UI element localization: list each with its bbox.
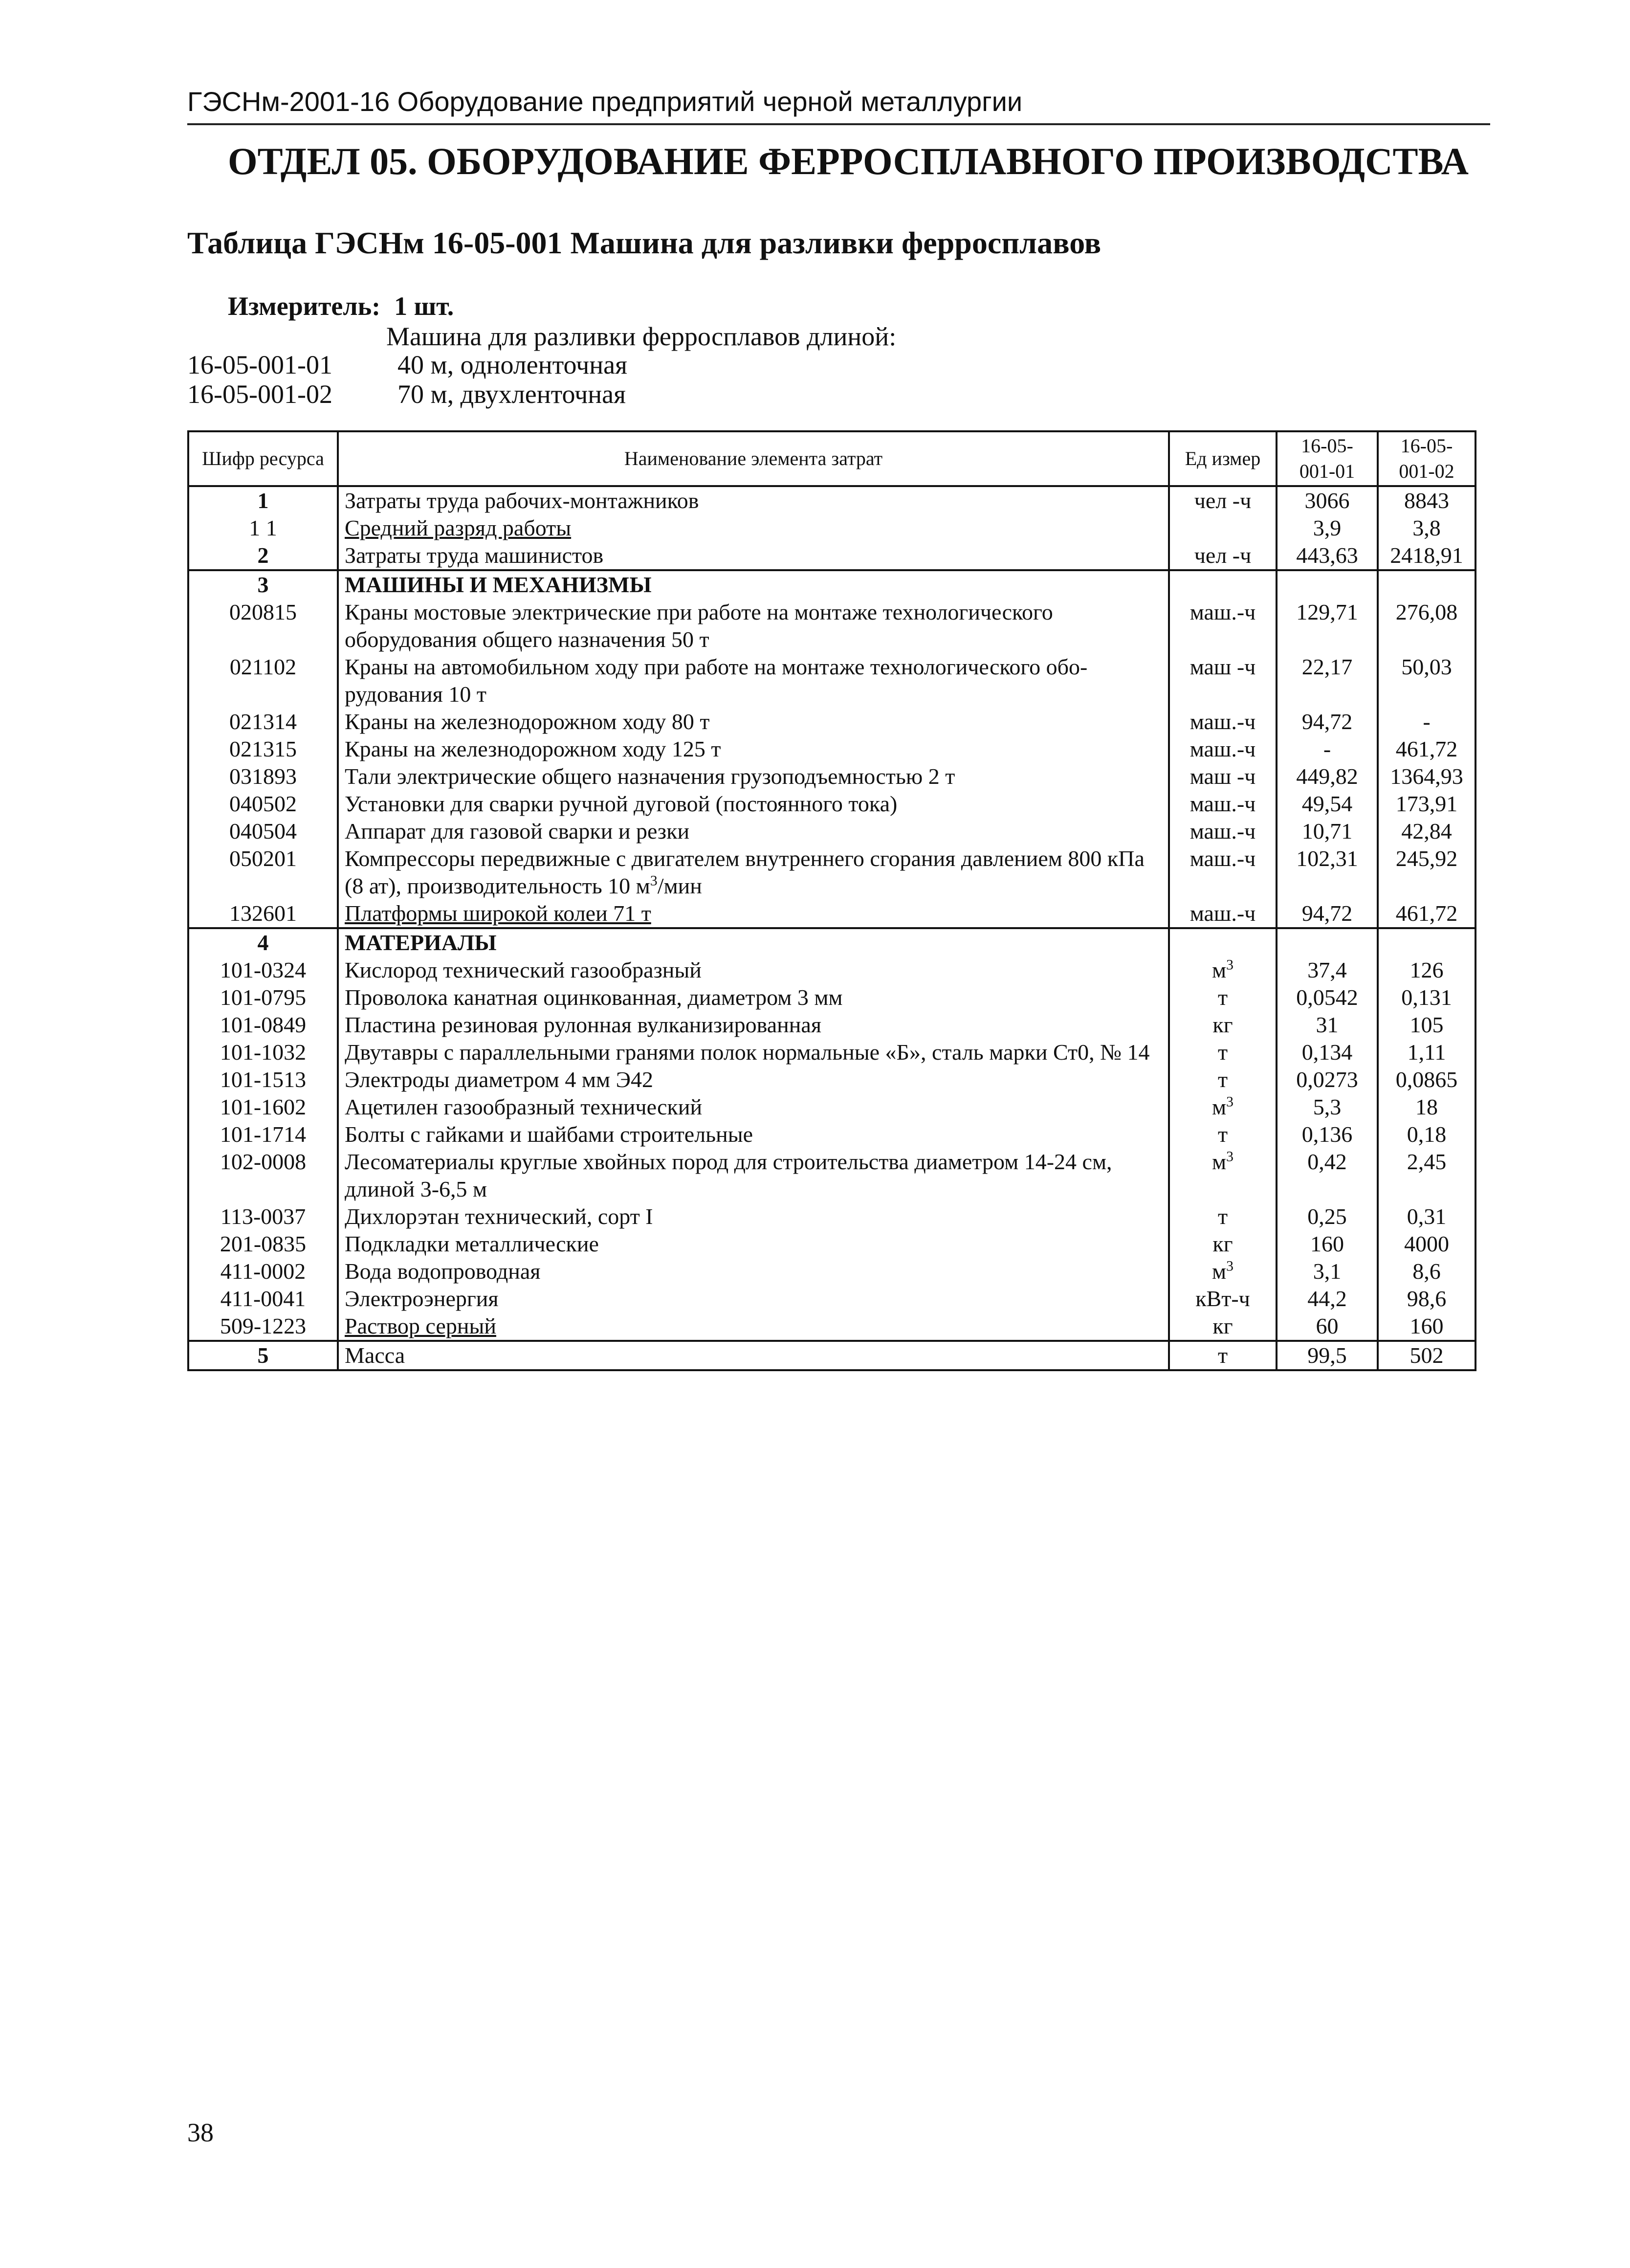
row-value-2: 0,0865 xyxy=(1378,1066,1476,1093)
meter-label: Измеритель: xyxy=(228,291,381,321)
row-name: Аппарат для газовой сварки и резки xyxy=(338,818,1169,845)
row-value-1: 10,71 xyxy=(1277,818,1378,845)
row-code: 201-0835 xyxy=(188,1230,338,1258)
row-code: 101-1714 xyxy=(188,1121,338,1148)
row-code: 132601 xyxy=(188,900,338,928)
row-value-2: 42,84 xyxy=(1378,818,1476,845)
row-name: Платформы широкой колеи 71 т xyxy=(338,900,1169,928)
row-unit: $м^3$ xyxy=(1169,1258,1277,1285)
row-value-1: 0,0273 xyxy=(1277,1066,1378,1093)
table-row xyxy=(188,1066,1476,1093)
row-unit: т xyxy=(1169,1121,1277,1148)
row-unit: маш.-ч xyxy=(1169,845,1277,900)
table-row-mass xyxy=(188,1341,1476,1370)
header-name: Наименование элемента затрат xyxy=(338,431,1169,486)
row-code: 101-0795 xyxy=(188,984,338,1011)
table-row xyxy=(188,1258,1476,1285)
table-row xyxy=(188,1148,1476,1203)
row-name: Средний разряд работы xyxy=(338,514,1169,542)
row-code: 101-0324 xyxy=(188,956,338,984)
row-name: Кислород технический газообразный xyxy=(338,956,1169,984)
row-value-2: 50,03 xyxy=(1378,653,1476,708)
row-code: 101-1032 xyxy=(188,1039,338,1066)
row-name: Электроды диаметром 4 мм Э42 xyxy=(338,1066,1169,1093)
row-value-1: 3066 xyxy=(1277,486,1378,514)
resource-table xyxy=(187,430,1476,1371)
row-unit xyxy=(1169,570,1277,599)
row-name: Проволока канатная оцинкованная, диаметром 3 мм xyxy=(338,984,1169,1011)
row-code: 050201 xyxy=(188,845,338,900)
row-value-1: 94,72 xyxy=(1277,708,1378,735)
row-code: 3 xyxy=(188,570,338,599)
row-value-2: 8,6 xyxy=(1378,1258,1476,1285)
row-value-2 xyxy=(1378,928,1476,956)
row-value-1: 0,136 xyxy=(1277,1121,1378,1148)
row-value-2: 2418,91 xyxy=(1378,542,1476,570)
row-name: Пластина резиновая рулонная вулканизированная xyxy=(338,1011,1169,1039)
table-row xyxy=(188,1285,1476,1312)
row-value-2: 18 xyxy=(1378,1093,1476,1121)
section-row-materials xyxy=(188,928,1476,956)
row-name: Дихлорэтан технический, сорт I xyxy=(338,1203,1169,1230)
row-unit: $м^3$ xyxy=(1169,1093,1277,1121)
table-row xyxy=(188,514,1476,542)
row-value-2: 0,31 xyxy=(1378,1203,1476,1230)
row-value-1: 129,71 xyxy=(1277,599,1378,653)
row-value-2: 105 xyxy=(1378,1011,1476,1039)
variant-text: 40 м, одноленточная xyxy=(397,350,627,379)
row-name: Краны на железнодорожном ходу 80 т xyxy=(338,708,1169,735)
row-code: 113-0037 xyxy=(188,1203,338,1230)
table-row xyxy=(188,599,1476,653)
row-name: Тали электрические общего назначения грузоподъемностью 2 т xyxy=(338,763,1169,790)
variant-line xyxy=(187,350,627,380)
variant-code: 16-05-001-02 xyxy=(187,379,332,409)
row-unit: $м^3$ xyxy=(1169,1148,1277,1203)
row-value-2: 160 xyxy=(1378,1312,1476,1341)
row-unit: т xyxy=(1169,1039,1277,1066)
table-row xyxy=(188,1121,1476,1148)
row-value-1: 0,42 xyxy=(1277,1148,1378,1203)
row-unit: кг xyxy=(1169,1312,1277,1341)
row-name: Болты с гайками и шайбами строительные xyxy=(338,1121,1169,1148)
row-code: 1 xyxy=(188,486,338,514)
table-row xyxy=(188,1230,1476,1258)
table-row xyxy=(188,1039,1476,1066)
row-unit: т xyxy=(1169,1203,1277,1230)
row-name: Лесоматериалы круглые хвойных пород для строительства диаметром 14-24 см, длиной 3-6,5 м xyxy=(338,1148,1169,1203)
row-name: МАТЕРИАЛЫ xyxy=(338,928,1169,956)
row-unit: кВт-ч xyxy=(1169,1285,1277,1312)
row-value-1: 102,31 xyxy=(1277,845,1378,900)
row-code: 021314 xyxy=(188,708,338,735)
row-name: Электроэнергия xyxy=(338,1285,1169,1312)
header-code: Шифр ресурса xyxy=(188,431,338,486)
table-row xyxy=(188,542,1476,570)
row-unit: кг xyxy=(1169,1011,1277,1039)
table-row xyxy=(188,1203,1476,1230)
table-row xyxy=(188,708,1476,735)
row-name: Затраты труда рабочих-монтажников xyxy=(338,486,1169,514)
row-value-2: 0,131 xyxy=(1378,984,1476,1011)
row-code: 5 xyxy=(188,1341,338,1370)
row-unit: т xyxy=(1169,1341,1277,1370)
row-unit: маш -ч xyxy=(1169,763,1277,790)
row-name: Компрессоры передвижные с двигателем внутреннего сгорания давлением 800 кПа (8 ат), производительность 10 $м^3$/мин xyxy=(338,845,1169,900)
row-code: 040502 xyxy=(188,790,338,818)
row-value-1: 0,134 xyxy=(1277,1039,1378,1066)
table-row xyxy=(188,845,1476,900)
row-code: 1 1 xyxy=(188,514,338,542)
row-value-2: 245,92 xyxy=(1378,845,1476,900)
row-code: 021315 xyxy=(188,735,338,763)
page-number: 38 xyxy=(187,2118,214,2147)
table-row xyxy=(188,1093,1476,1121)
row-name: Подкладки металлические xyxy=(338,1230,1169,1258)
row-value-1: 3,9 xyxy=(1277,514,1378,542)
row-name: Масса xyxy=(338,1341,1169,1370)
row-value-1: 5,3 xyxy=(1277,1093,1378,1121)
row-unit: кг xyxy=(1169,1230,1277,1258)
row-value-1: 44,2 xyxy=(1277,1285,1378,1312)
table-title: Таблица ГЭСНм 16-05-001 Машина для разливки ферросплавов xyxy=(187,225,1101,260)
table-row xyxy=(188,486,1476,514)
row-code: 101-1602 xyxy=(188,1093,338,1121)
row-name: Установки для сварки ручной дуговой (постоянного тока) xyxy=(338,790,1169,818)
row-value-1: 160 xyxy=(1277,1230,1378,1258)
table-row xyxy=(188,956,1476,984)
row-unit: маш.-ч xyxy=(1169,900,1277,928)
row-value-1: 449,82 xyxy=(1277,763,1378,790)
row-value-1: 37,4 xyxy=(1277,956,1378,984)
row-code: 411-0002 xyxy=(188,1258,338,1285)
row-name: Затраты труда машинистов xyxy=(338,542,1169,570)
table-row xyxy=(188,790,1476,818)
row-value-2: 126 xyxy=(1378,956,1476,984)
table-row xyxy=(188,1312,1476,1341)
row-name: Вода водопроводная xyxy=(338,1258,1169,1285)
row-code: 101-1513 xyxy=(188,1066,338,1093)
row-name: Краны на железнодорожном ходу 125 т xyxy=(338,735,1169,763)
row-value-1: 0,25 xyxy=(1277,1203,1378,1230)
row-value-2: 98,6 xyxy=(1378,1285,1476,1312)
meter-value: 1 шт. xyxy=(394,291,454,321)
row-value-2: 173,91 xyxy=(1378,790,1476,818)
row-value-1: 31 xyxy=(1277,1011,1378,1039)
running-head: ГЭСНм-2001-16 Оборудование предприятий черной металлургии xyxy=(187,82,1490,125)
table-row xyxy=(188,900,1476,928)
row-value-2: 1364,93 xyxy=(1378,763,1476,790)
row-code: 040504 xyxy=(188,818,338,845)
variant-text: 70 м, двухленточная xyxy=(397,379,626,409)
row-name: МАШИНЫ И МЕХАНИЗМЫ xyxy=(338,570,1169,599)
row-code: 101-0849 xyxy=(188,1011,338,1039)
table-row xyxy=(188,653,1476,708)
row-value-2: 461,72 xyxy=(1378,735,1476,763)
row-name: Ацетилен газообразный технический xyxy=(338,1093,1169,1121)
row-value-2: 3,8 xyxy=(1378,514,1476,542)
row-value-2: 1,11 xyxy=(1378,1039,1476,1066)
row-value-1: 3,1 xyxy=(1277,1258,1378,1285)
row-unit: маш.-ч xyxy=(1169,790,1277,818)
row-name: Краны на автомобильном ходу при работе на монтаже технологического обо-рудования 10 т xyxy=(338,653,1169,708)
row-value-1: 60 xyxy=(1277,1312,1378,1341)
row-unit: маш.-ч xyxy=(1169,735,1277,763)
header-col-1: 16-05- 001-01 xyxy=(1277,431,1378,486)
row-value-1: 22,17 xyxy=(1277,653,1378,708)
row-unit: чел -ч xyxy=(1169,542,1277,570)
row-unit: т xyxy=(1169,1066,1277,1093)
row-code: 031893 xyxy=(188,763,338,790)
row-value-1: 0,0542 xyxy=(1277,984,1378,1011)
table-row xyxy=(188,818,1476,845)
row-unit xyxy=(1169,928,1277,956)
row-value-2: 8843 xyxy=(1378,486,1476,514)
row-name: Краны мостовые электрические при работе на монтаже технологического оборудования общего назначения 50 т xyxy=(338,599,1169,653)
row-value-1: 94,72 xyxy=(1277,900,1378,928)
row-value-2: 2,45 xyxy=(1378,1148,1476,1203)
row-value-2: 276,08 xyxy=(1378,599,1476,653)
row-value-2 xyxy=(1378,570,1476,599)
row-name: Раствор серный xyxy=(338,1312,1169,1341)
variant-line xyxy=(187,379,626,409)
row-value-1: 49,54 xyxy=(1277,790,1378,818)
row-value-2: 0,18 xyxy=(1378,1121,1476,1148)
table-header-row xyxy=(188,431,1476,486)
row-value-1 xyxy=(1277,928,1378,956)
row-value-2: 461,72 xyxy=(1378,900,1476,928)
row-unit: маш -ч xyxy=(1169,653,1277,708)
row-code: 509-1223 xyxy=(188,1312,338,1341)
header-col-2: 16-05- 001-02 xyxy=(1378,431,1476,486)
row-value-2: 4000 xyxy=(1378,1230,1476,1258)
row-unit: чел -ч xyxy=(1169,486,1277,514)
table-row xyxy=(188,763,1476,790)
section-title: ОТДЕЛ 05. ОБОРУДОВАНИЕ ФЕРРОСПЛАВНОГО ПРОИЗВОДСТВА xyxy=(228,140,1469,182)
table-row xyxy=(188,984,1476,1011)
header-unit: Ед измер xyxy=(1169,431,1277,486)
row-unit: маш.-ч xyxy=(1169,599,1277,653)
row-name: Двутавры с параллельными гранями полок нормальные «Б», сталь марки Ст0, № 14 xyxy=(338,1039,1169,1066)
row-code: 021102 xyxy=(188,653,338,708)
row-value-2: - xyxy=(1378,708,1476,735)
table-row xyxy=(188,735,1476,763)
row-value-1: - xyxy=(1277,735,1378,763)
row-unit: $м^3$ xyxy=(1169,956,1277,984)
row-unit: маш.-ч xyxy=(1169,708,1277,735)
row-code: 2 xyxy=(188,542,338,570)
row-unit xyxy=(1169,514,1277,542)
table-row xyxy=(188,1011,1476,1039)
row-code: 102-0008 xyxy=(188,1148,338,1203)
meter-line xyxy=(228,291,454,321)
row-unit: маш.-ч xyxy=(1169,818,1277,845)
row-unit: т xyxy=(1169,984,1277,1011)
section-row-machines xyxy=(188,570,1476,599)
row-code: 411-0041 xyxy=(188,1285,338,1312)
row-code: 020815 xyxy=(188,599,338,653)
row-value-1 xyxy=(1277,570,1378,599)
row-value-1: 443,63 xyxy=(1277,542,1378,570)
row-value-2: 502 xyxy=(1378,1341,1476,1370)
row-code: 4 xyxy=(188,928,338,956)
table-intro: Машина для разливки ферросплавов длиной: xyxy=(386,322,897,351)
row-value-1: 99,5 xyxy=(1277,1341,1378,1370)
variant-code: 16-05-001-01 xyxy=(187,350,332,379)
